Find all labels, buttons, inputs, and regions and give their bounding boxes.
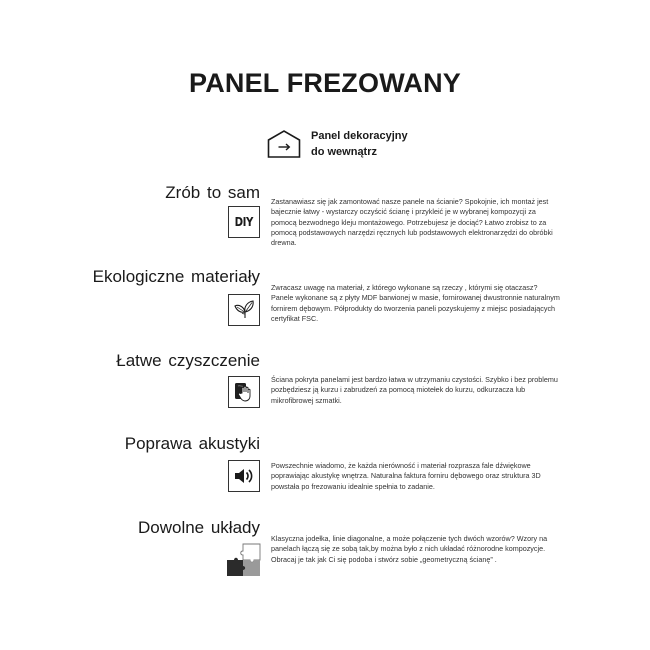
feature-description: Zwracasz uwagę na materiał, z którego wykonane są rzeczy , którymi się otaczasz? Panele wykonane są z płyty MDF barwionej w masie, fornirowanej dwustronnie naturalnym fornirem dębowym. Półprodukty do tworzenia paneli pozyskujemy z miejsc posiadających certyfikat FSC. xyxy=(271,283,560,323)
feature-title: Poprawa akustyki xyxy=(124,434,260,453)
feature-description: Ściana pokryta panelami jest bardzo łatwa w utrzymaniu czystości. Szybko i bez problemu pozbędziesz ją kurzu i zabrudzeń za pomocą miotełek do kurzu, odkurzacza lub mikrofibrowej szmatki. xyxy=(271,375,558,405)
product-subtitle xyxy=(267,128,408,160)
diy-icon-label: DIY xyxy=(234,215,254,229)
feature-description: Powszechnie wiadomo, że każda nierówność i materiał rozprasza fale dźwiękowe poprawiając akustykę wnętrza. Naturalna faktura forniru dębowego oraz struktura 3D powstała po frezowaniu idealnie spełnia to zadanie. xyxy=(271,461,541,491)
leaf-icon xyxy=(228,294,260,326)
puzzle-icon xyxy=(226,542,262,578)
feature-description: Zastanawiasz się jak zamontować nasze panele na ścianie? Spokojnie, ich montaż jest bajecznie łatwy - wystarczy oczyścić ścianę i przykleić je w wybranej kompozycji za pomocą bezwodnego kleju montażowego. Potrzebujesz je dociąć? Łatwo zrobisz to za pomocą podstawowych narzędzi ręcznych lub podstawowych elektronarzędzi do obróbki drewna. xyxy=(271,197,553,248)
house-arrow-icon xyxy=(267,129,301,159)
subtitle-text xyxy=(311,128,408,160)
hand-wipe-icon xyxy=(228,376,260,408)
speaker-icon xyxy=(228,460,260,492)
page-title: PANEL FREZOWANY xyxy=(188,68,461,98)
feature-title: Zrób to sam xyxy=(165,183,260,202)
feature-title: Ekologiczne materiały xyxy=(92,267,260,286)
feature-title: Łatwe czyszczenie xyxy=(116,351,260,370)
feature-title: Dowolne układy xyxy=(137,518,260,537)
subtitle-line-1: Panel dekoracyjny xyxy=(311,130,408,142)
feature-description: Klasyczna jodełka, linie diagonalne, a może połączenie tych dwóch wzorów? Wzory na panelach łączą się ze sobą tak,by można było z nich układać różnorodne kompozycje. Obracaj je tak jak Ci się podoba i stwórz sobie „geometryczną ścianę” . xyxy=(271,534,548,564)
subtitle-line-2: do wewnątrz xyxy=(311,146,378,158)
diy-icon xyxy=(228,206,260,238)
